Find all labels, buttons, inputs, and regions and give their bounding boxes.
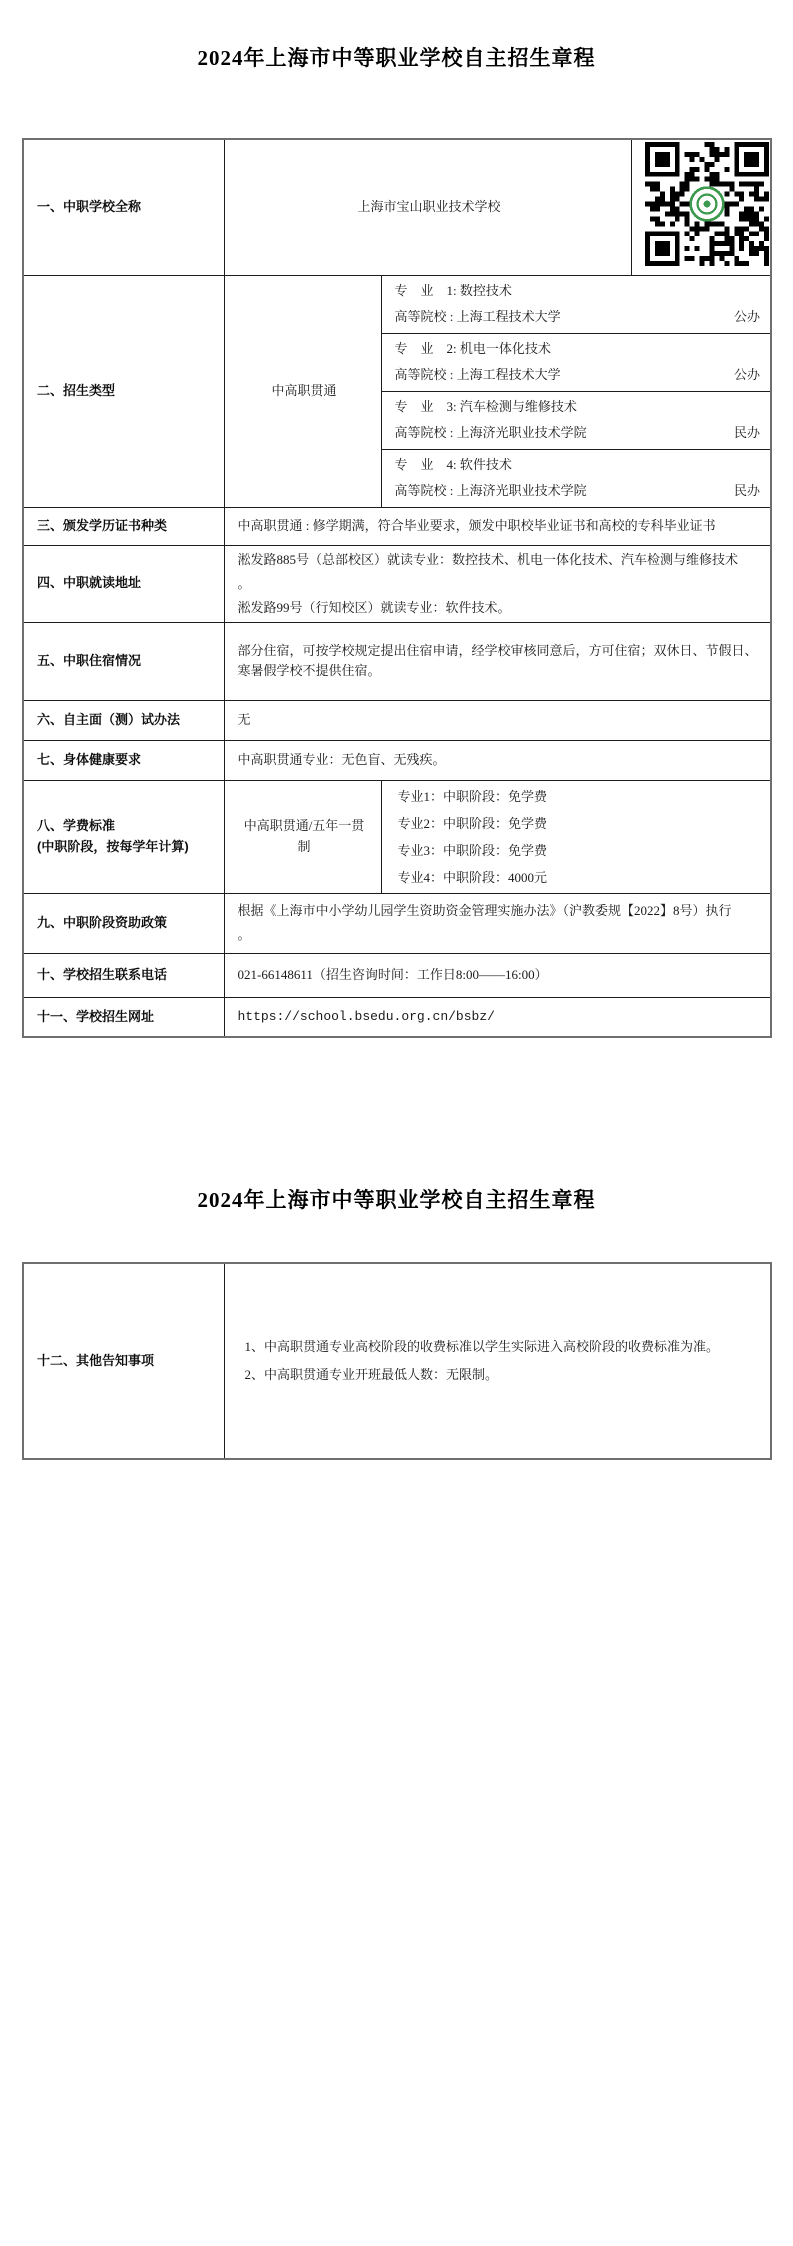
row5-label: 五、中职住宿情况 [23,622,224,700]
subsidy-value [224,893,771,953]
row3-label: 三、颁发学历证书种类 [23,507,224,545]
address-line-1: 淞发路885号（总部校区）就读专业：数控技术、机电一体化技术、汽车检测与维修技术 [237,551,739,567]
row7-label: 七、身体健康要求 [23,740,224,780]
address-value [224,545,771,622]
school-name-value: 上海市宝山职业技术学校 [224,139,631,275]
table-row-website [23,997,771,1037]
enrollment-track: 中高职贯通 [224,275,381,507]
row6-label: 六、自主面（测）试办法 [23,700,224,740]
major-4-cell [381,449,771,507]
school-qr-code [645,142,769,266]
major-2-cell [381,333,771,391]
enrollment-charter-table [22,138,772,1038]
table-row-tuition [23,780,771,893]
table-row-phone [23,953,771,997]
tuition-track: 中高职贯通/五年一贯制 [224,780,381,893]
row8-label-line2: (中职阶段，按每学年计算) [37,838,189,854]
major-1-name: 专 业 1: 数控技术 [394,283,512,299]
table-row-enrollment-type [23,275,771,333]
major-2-college: 高等院校 : 上海工程技术大学 [394,367,561,383]
major-3-name: 专 业 3: 汽车检测与维修技术 [394,399,577,415]
accommodation-value: 部分住宿，可按学校规定提出住宿申请，经学校审核同意后，方可住宿；双休日、节假日、寒暑假学校不提供住宿。 [224,622,771,700]
table-row-accommodation [23,622,771,700]
major-3-college-line [395,420,761,446]
other-notes-table [22,1262,772,1460]
table-row-address [23,545,771,622]
fee-line-1: 专业1：中职阶段：免学费 [397,788,548,804]
row8-label [23,780,224,893]
row2-label: 二、招生类型 [23,275,224,507]
row4-label: 四、中职就读地址 [23,545,224,622]
row11-label: 十一、学校招生网址 [23,997,224,1037]
major-1-nature-badge: 公办 [734,309,761,325]
qr-code-cell [631,139,771,275]
major-4-college-line [395,478,761,504]
table-row-diploma [23,507,771,545]
table-row-interview [23,700,771,740]
major-3-college: 高等院校 : 上海济光职业技术学院 [394,425,587,441]
subsidy-line-1: 根据《上海市中小学幼儿园学生资助资金管理实施办法》（沪教委规【2022】8号）执行 [237,903,732,919]
major-3-cell [381,391,771,449]
fee-line-2: 专业2：中职阶段：免学费 [397,815,548,831]
row8-label-line1: 八、学费标准 [37,818,116,833]
major-2-college-line [395,362,761,388]
major-1-college-line [395,304,761,330]
row9-label: 九、中职阶段资助政策 [23,893,224,953]
table-row-health [23,740,771,780]
subsidy-line-2: 。 [237,927,251,943]
fee-line-4: 专业4：中职阶段：4000元 [397,869,548,885]
address-line-3: 淞发路99号（行知校区）就读专业：软件技术。 [237,599,511,615]
table-row-other-notes [23,1263,771,1459]
page2-title: 2024年上海市中等职业学校自主招生章程 [197,1188,596,1212]
address-line-2: 。 [237,575,251,591]
major-1-college: 高等院校 : 上海工程技术大学 [394,309,561,325]
phone-value: 021-66148611（招生咨询时间：工作日8:00——16:00） [224,953,771,997]
major-3-nature-badge: 民办 [734,425,761,441]
page-title: 2024年上海市中等职业学校自主招生章程 [197,46,596,70]
table-row-subsidy [23,893,771,953]
table-row-school-name [23,139,771,275]
note-line-2: 2、中高职贯通专业开班最低人数：无限制。 [244,1367,499,1382]
other-notes-value [224,1263,771,1459]
fee-line-3: 专业3：中职阶段：免学费 [397,842,548,858]
major-4-nature-badge: 民办 [734,483,761,499]
note-line-1: 1、中高职贯通专业高校阶段的收费标准以学生实际进入高校阶段的收费标准为准。 [244,1339,720,1354]
row12-label: 十二、其他告知事项 [23,1263,224,1459]
row10-label: 十、学校招生联系电话 [23,953,224,997]
tuition-fees-cell [381,780,771,893]
health-value: 中高职贯通专业：无色盲、无残疾。 [224,740,771,780]
major-1-cell [381,275,771,333]
major-2-name: 专 业 2: 机电一体化技术 [394,341,551,357]
row1-label: 一、中职学校全称 [23,139,224,275]
major-4-college: 高等院校 : 上海济光职业技术学院 [394,483,587,499]
interview-value: 无 [224,700,771,740]
major-2-nature-badge: 公办 [734,367,761,383]
diploma-value: 中高职贯通 : 修学期满，符合毕业要求，颁发中职校毕业证书和高校的专科毕业证书 [224,507,771,545]
website-url[interactable]: https://school.bsedu.org.cn/bsbz/ [224,997,771,1037]
major-4-name: 专 业 4: 软件技术 [394,457,512,473]
